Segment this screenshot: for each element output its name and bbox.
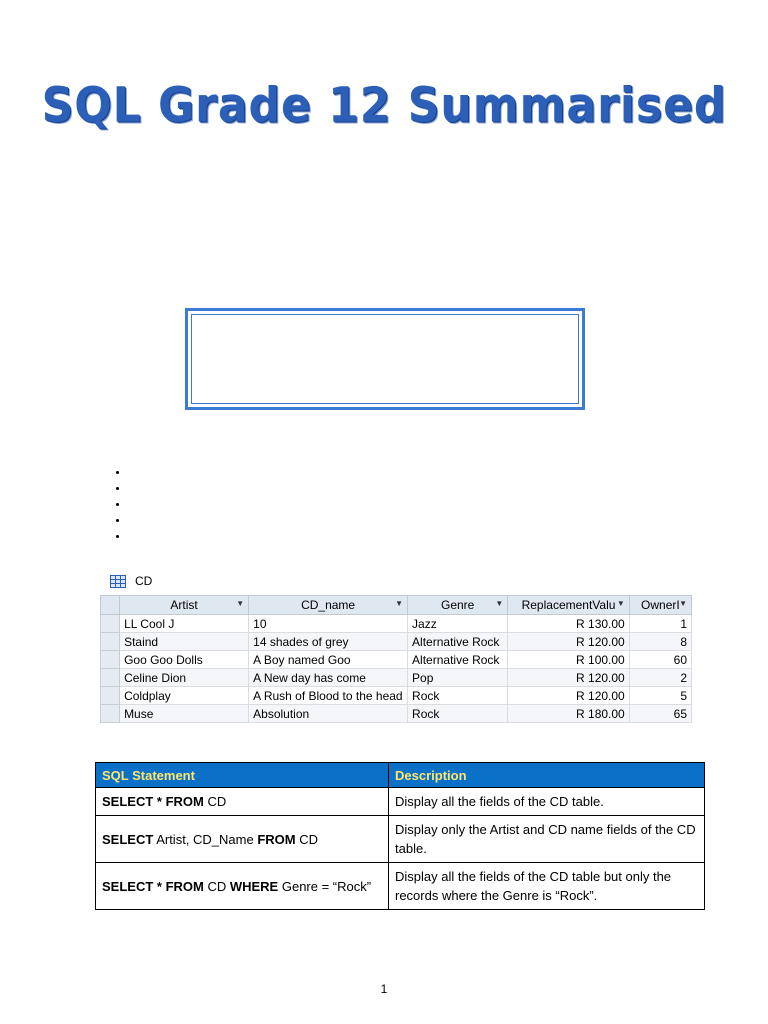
table-cell[interactable]: 65 xyxy=(629,705,691,723)
sql-table-row xyxy=(96,788,705,816)
sql-text: CD xyxy=(295,831,318,847)
table-cell[interactable]: A Boy named Goo xyxy=(249,651,408,669)
table-row[interactable] xyxy=(101,651,692,669)
sql-statement-cell xyxy=(96,816,389,863)
sql-table-row xyxy=(96,863,705,910)
table-cell[interactable]: 60 xyxy=(629,651,691,669)
table-cell[interactable]: Coldplay xyxy=(120,687,249,705)
table-cell[interactable]: 10 xyxy=(249,615,408,633)
column-header-replacement-value[interactable]: ReplacementValu ▼ xyxy=(508,596,629,615)
table-row[interactable] xyxy=(101,687,692,705)
column-header-genre[interactable]: Genre ▼ xyxy=(408,596,508,615)
column-header-cd-name[interactable]: CD_name ▼ xyxy=(249,596,408,615)
document-title: SQL Grade 12 Summarised xyxy=(41,77,727,134)
chevron-down-icon[interactable]: ▼ xyxy=(616,599,625,608)
table-row[interactable] xyxy=(101,633,692,651)
table-cell[interactable]: Alternative Rock xyxy=(408,633,508,651)
sql-keyword: WHERE xyxy=(229,878,279,894)
table-cell[interactable]: 2 xyxy=(629,669,691,687)
table-row[interactable] xyxy=(101,705,692,723)
table-caption xyxy=(100,570,692,592)
table-cell[interactable]: A Rush of Blood to the head xyxy=(249,687,408,705)
sql-text: CD xyxy=(203,878,230,894)
table-icon xyxy=(110,575,126,588)
table-cell[interactable]: Jazz xyxy=(408,615,508,633)
table-cell[interactable]: 14 shades of grey xyxy=(249,633,408,651)
table-cell[interactable]: Celine Dion xyxy=(120,669,249,687)
cd-datasheet xyxy=(100,595,692,723)
table-cell[interactable]: Alternative Rock xyxy=(408,651,508,669)
column-header-artist[interactable]: Artist ▼ xyxy=(120,596,249,615)
description-header: Description xyxy=(389,763,705,788)
chevron-down-icon[interactable]: ▼ xyxy=(395,599,404,608)
table-cell[interactable]: Goo Goo Dolls xyxy=(120,651,249,669)
sql-keyword: SELECT * FROM xyxy=(102,794,204,809)
table-cell[interactable]: R 130.00 xyxy=(508,615,629,633)
access-table-screenshot xyxy=(100,570,692,723)
table-cell[interactable]: R 100.00 xyxy=(508,651,629,669)
sql-statement-cell xyxy=(96,788,389,816)
chevron-down-icon[interactable]: ▼ xyxy=(679,599,687,608)
sql-text: Genre = “Rock” xyxy=(278,878,372,894)
table-cell[interactable]: Pop xyxy=(408,669,508,687)
sql-statement-cell xyxy=(96,863,389,910)
table-cell[interactable]: 8 xyxy=(629,633,691,651)
row-selector[interactable] xyxy=(101,633,120,651)
sql-keyword: SELECT xyxy=(102,831,154,847)
sql-statement-header: SQL Statement xyxy=(96,763,389,788)
sql-text: Artist, CD_Name xyxy=(153,831,258,847)
table-cell[interactable]: Absolution xyxy=(249,705,408,723)
row-selector[interactable] xyxy=(101,705,120,723)
column-header-owner-id[interactable]: OwnerI ▼ xyxy=(629,596,691,615)
table-cell[interactable]: 5 xyxy=(629,687,691,705)
row-selector[interactable] xyxy=(101,651,120,669)
row-selector-header xyxy=(101,596,120,615)
table-row[interactable] xyxy=(101,669,692,687)
row-selector[interactable] xyxy=(101,687,120,705)
table-cell[interactable]: R 120.00 xyxy=(508,633,629,651)
table-cell[interactable]: Rock xyxy=(408,705,508,723)
empty-bordered-box xyxy=(185,308,585,410)
page-number: 1 xyxy=(380,982,388,996)
sql-text: CD xyxy=(203,794,227,809)
datasheet-header-row xyxy=(101,596,692,615)
table-cell[interactable]: Muse xyxy=(120,705,249,723)
row-selector[interactable] xyxy=(101,669,120,687)
chevron-down-icon[interactable]: ▼ xyxy=(236,599,245,608)
table-cell[interactable]: R 120.00 xyxy=(508,687,629,705)
description-cell: Display only the Artist and CD name fields of the CD table. xyxy=(389,816,705,863)
table-cell[interactable]: R 180.00 xyxy=(508,705,629,723)
sql-keyword: FROM xyxy=(257,831,296,847)
table-caption-label: CD xyxy=(135,574,153,588)
description-cell: Display all the fields of the CD table. xyxy=(389,788,705,816)
description-cell: Display all the fields of the CD table but only the records where the Genre is “Rock”. xyxy=(389,863,705,910)
sql-table-header-row xyxy=(96,763,705,788)
table-cell[interactable]: LL Cool J xyxy=(120,615,249,633)
sql-table-body xyxy=(96,788,705,910)
chevron-down-icon[interactable]: ▼ xyxy=(495,599,504,608)
table-cell[interactable]: Staind xyxy=(120,633,249,651)
table-cell[interactable]: 1 xyxy=(629,615,691,633)
sql-table-row xyxy=(96,816,705,863)
table-cell[interactable]: Rock xyxy=(408,687,508,705)
table-cell[interactable]: R 120.00 xyxy=(508,669,629,687)
sql-keyword: SELECT * FROM xyxy=(102,878,204,894)
row-selector[interactable] xyxy=(101,615,120,633)
table-row[interactable] xyxy=(101,615,692,633)
table-cell[interactable]: A New day has come xyxy=(249,669,408,687)
datasheet-body xyxy=(101,615,692,723)
sql-summary-table xyxy=(95,762,705,910)
